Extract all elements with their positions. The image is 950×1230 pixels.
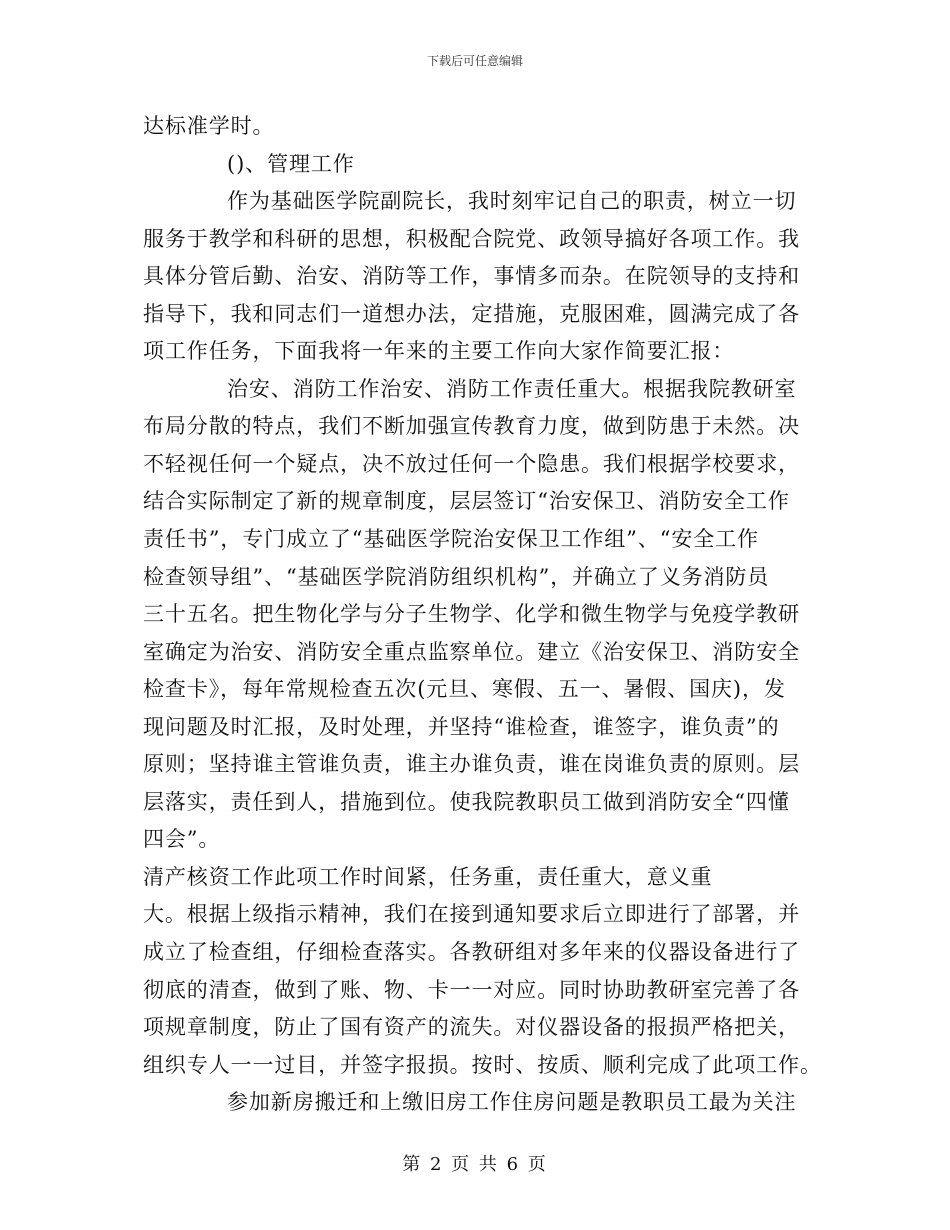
text-line: 治安、消防工作治安、消防工作责任重大。根据我院教研室 (227, 376, 797, 401)
document-body (143, 108, 822, 1122)
text-line: 检查领导组”、“基础医学院消防组织机构”，并确立了义务消防员 (143, 564, 770, 589)
text-line: 层落实，责任到人，措施到位。使我院教职员工做到消防安全“四懂 (143, 789, 790, 814)
text-line: 项工作任务，下面我将一年来的主要工作向大家作简要汇报： (143, 339, 735, 364)
text-line: 作为基础医学院副院长，我时刻牢记自己的职责，树立一切 (227, 189, 797, 214)
text-line: 结合实际制定了新的规章制度，层层签订“治安保卫、消防安全工作 (143, 489, 790, 514)
text-line: 参加新房搬迁和上缴旧房工作住房问题是教职员工最为关注 (227, 1090, 797, 1115)
text-line: 布局分散的特点，我们不断加强宣传教育力度，做到防患于未然。决 (143, 414, 800, 439)
text-line: 清产核资工作此项工作时间紧，任务重，责任重大，意义重 (143, 864, 713, 889)
text-line: 指导下，我和同志们一道想办法，定措施，克服困难，圆满完成了各 (143, 301, 800, 326)
text-line: 检查卡》，每年常规检查五次(元旦、寒假、五一、暑假、国庆)，发 (143, 677, 786, 702)
text-line: 具体分管后勤、治安、消防等工作，事情多而杂。在院领导的支持和 (143, 264, 800, 289)
text-line: 原则；坚持谁主管谁负责，谁主办谁负责，谁在岗谁负责的原则。层 (143, 752, 800, 777)
text-line: 现问题及时汇报，及时处理，并坚持“谁检查，谁签字，谁负责”的 (143, 714, 780, 739)
text-line: 达标准学时。 (143, 114, 275, 138)
text-line: 责任书”，专门成立了“基础医学院治安保卫工作组”、“安全工作 (143, 527, 759, 552)
text-line: 三十五名。把生物化学与分子生物学、化学和微生物学与免疫学教研 (143, 602, 800, 627)
page-header: 下载后可任意编辑 (426, 54, 523, 68)
text-line: 室确定为治安、消防安全重点监察单位。建立《治安保卫、消防安全 (143, 639, 800, 664)
text-line: 服务于教学和科研的思想，积极配合院党、政领导搞好各项工作。我 (143, 226, 800, 251)
text-line: 四会”。 (143, 827, 221, 852)
text-line: 彻底的清查，做到了账、物、卡一一对应。同时协助教研室完善了各 (143, 977, 800, 1002)
text-line: 不轻视任何一个疑点，决不放过任何一个隐患。我们根据学校要求， (143, 451, 800, 476)
page-number: 第 2 页 共 6 页 (402, 1154, 548, 1175)
text-line: 大。根据上级指示精神，我们在接到通知要求后立即进行了部署，并 (143, 902, 800, 927)
text-line: 成立了检查组，仔细检查落实。各教研组对多年来的仪器设备进行了 (143, 940, 800, 965)
section-heading: ()、管理工作 (227, 151, 355, 176)
text-line: 项规章制度，防止了国有资产的流失。对仪器设备的报损严格把关， (143, 1015, 800, 1040)
text-line: 组织专人一一过目，并签字报损。按时、按质、顺利完成了此项工作。 (143, 1052, 822, 1077)
